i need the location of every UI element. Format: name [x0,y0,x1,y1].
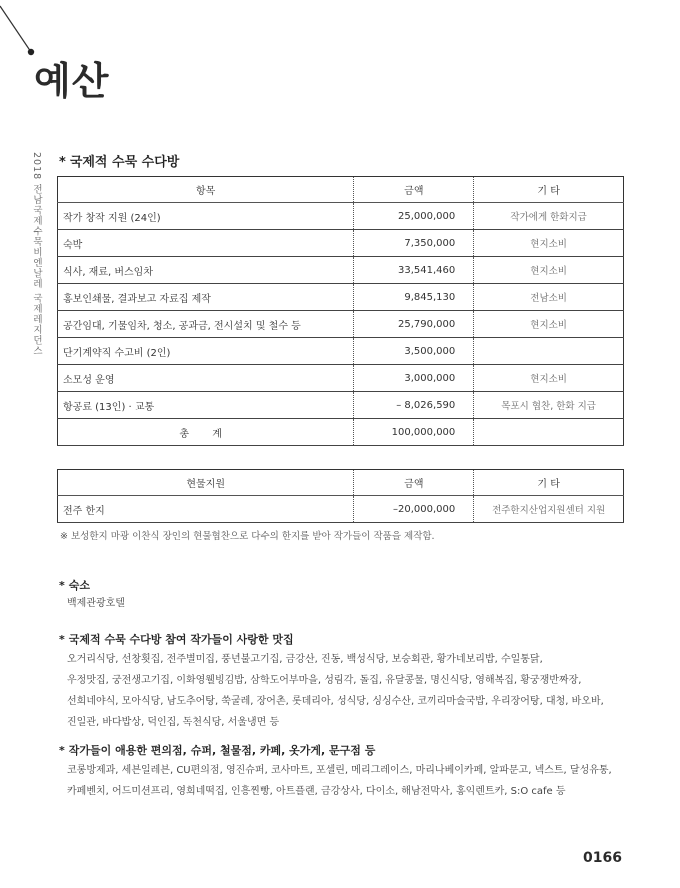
row-note: 현지소비 [474,311,624,338]
row-note: 목포시 협찬, 한화 지급 [474,392,624,419]
row-item: 항공료 (13인) · 교통 [58,392,354,419]
row-amount: – 8,026,590 [354,392,474,419]
row-item: 작가 창작 지원 (24인) [58,203,354,230]
budget-table [57,176,624,446]
heading-bullet: * [59,155,66,170]
restaurants-heading [59,631,294,647]
stores-line: 카페벤치, 어드미션프리, 영희네떡집, 인흥찐빵, 아트플랜, 금강상사, 다이소, 해남전막사, 홍익렌트카, S:O cafe 등 [67,786,566,797]
row-amount: 3,500,000 [354,338,474,365]
row-item: 소모성 운영 [58,365,354,392]
budget-heading-text: 국제적 수묵 수다방 [69,155,180,170]
row-item: 공간임대, 기물임차, 청소, 공과금, 전시설치 및 철수 등 [58,311,354,338]
in-kind-header-row [58,470,624,496]
row-note [474,338,624,365]
column-header-in-kind: 현물지원 [58,470,354,496]
restaurants-list [67,649,627,733]
heading-bullet: * [59,744,65,757]
table-row [58,365,624,392]
row-amount: –20,000,000 [354,496,474,523]
row-amount: 25,000,000 [354,203,474,230]
total-label: 총 계 [58,419,354,446]
column-header-note: 기 타 [474,177,624,203]
restaurants-line: 선희네야식, 모아식당, 남도추어탕, 쑥굴레, 장어촌, 롯데리아, 성식당, 싱싱수산, 코끼리마술국밥, 우리장어탕, 대청, 바오바, [67,696,604,707]
row-note: 현지소비 [474,365,624,392]
restaurants-line: 우정맛집, 궁전생고기집, 이화영웰빙김밥, 삼학도어부마을, 성림각, 돌집, 유달콩물, 명신식당, 영해복집, 황궁쟁반짜장, [67,675,582,686]
stores-list [67,760,627,802]
lodging-heading-text: 숙소 [68,579,91,592]
table-row [58,311,624,338]
row-item: 숙박 [58,230,354,257]
restaurants-heading-text: 국제적 수묵 수다방 참여 작가들이 사랑한 맛집 [68,633,294,646]
stores-heading-text: 작가들이 애용한 편의점, 슈퍼, 철물점, 카페, 옷가게, 문구점 등 [68,744,376,757]
column-header-amount: 금액 [354,470,474,496]
row-amount: 25,790,000 [354,311,474,338]
column-header-item: 항목 [58,177,354,203]
row-note: 전남소비 [474,284,624,311]
row-note: 전주한지산업지원센터 지원 [474,496,624,523]
table-row [58,284,624,311]
row-amount: 3,000,000 [354,365,474,392]
heading-bullet: * [59,633,65,646]
row-amount: 9,845,130 [354,284,474,311]
in-kind-footnote: ※ 보성한지 마광 이찬식 장인의 현물협찬으로 다수의 한지를 받아 작가들이 작품을 제작함. [60,531,435,542]
in-kind-table [57,469,624,523]
table-row [58,257,624,284]
total-note [474,419,624,446]
total-amount: 100,000,000 [354,419,474,446]
side-running-text: 2018 전남국제수묵비엔날레 국제레지던스 [31,152,42,357]
table-row [58,392,624,419]
row-amount: 7,350,000 [354,230,474,257]
row-note: 현지소비 [474,230,624,257]
restaurants-line: 오거리식당, 선창횟집, 전주별미집, 풍년불고기집, 금강산, 진동, 백성식당, 보승회관, 황가네보리밥, 수일통닭, [67,654,543,665]
stores-heading [59,742,375,758]
table-row [58,496,624,523]
row-item: 식사, 재료, 버스임차 [58,257,354,284]
row-note: 현지소비 [474,257,624,284]
column-header-note: 기 타 [474,470,624,496]
row-amount: 33,541,460 [354,257,474,284]
lodging-text: 백제관광호텔 [67,598,125,609]
row-note: 작가에게 한화지급 [474,203,624,230]
table-row [58,338,624,365]
budget-heading [59,151,179,170]
lodging-heading [59,577,90,593]
table-row [58,203,624,230]
column-header-amount: 금액 [354,177,474,203]
total-row [58,419,624,446]
row-item: 단기계약직 수고비 (2인) [58,338,354,365]
restaurants-line: 진일관, 바다밥상, 덕인집, 독천식당, 서울냉면 등 [67,717,280,728]
budget-header-row [58,177,624,203]
row-item: 홍보인쇄물, 결과보고 자료집 제작 [58,284,354,311]
table-row [58,230,624,257]
heading-bullet: * [59,579,65,592]
page-number: 0166 [583,850,622,866]
page-title: 예산 [34,59,110,103]
row-item: 전주 한지 [58,496,354,523]
stores-line: 코롱방제과, 세븐일레븐, CU편의점, 영진슈퍼, 코사마트, 포셀린, 메리그레이스, 마리나베이카페, 알파문고, 넥스트, 달성유통, [67,765,612,776]
